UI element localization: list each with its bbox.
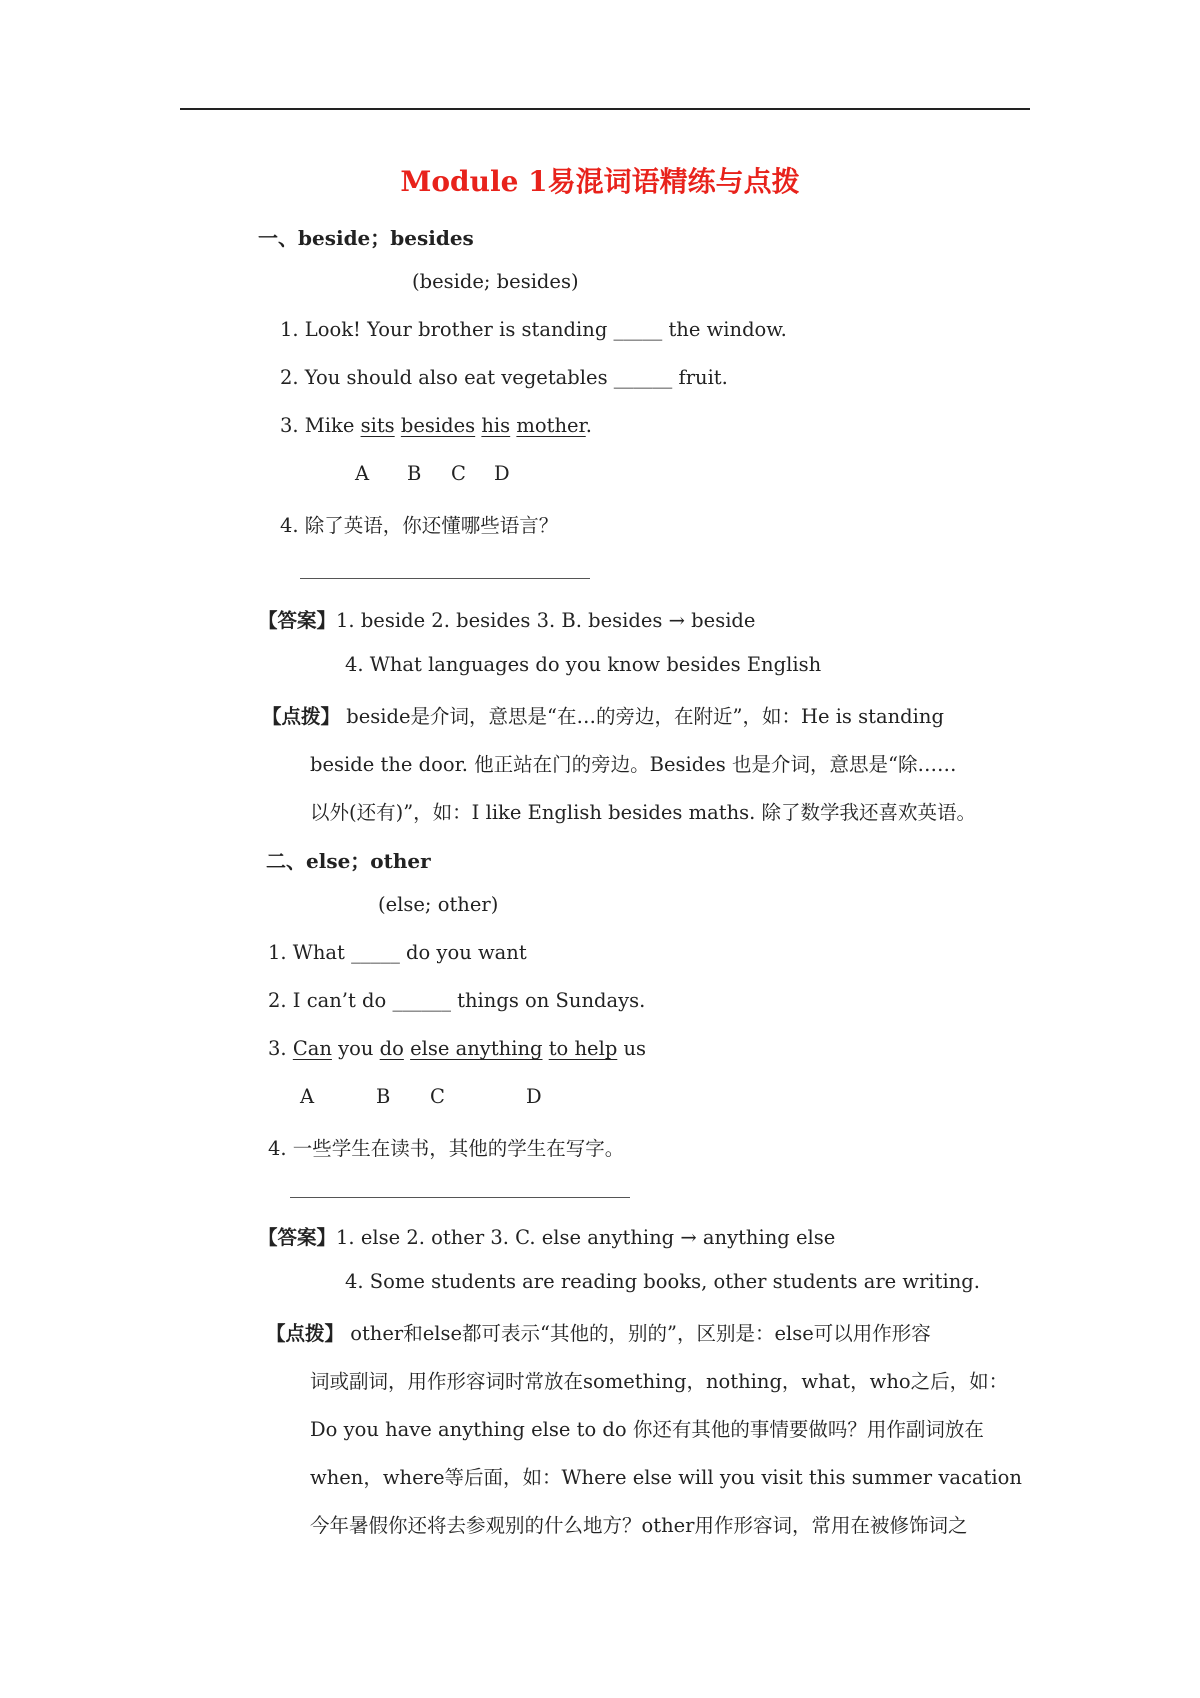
section2-q2: 2. I can’t do ______ things on Sundays. [268, 989, 646, 1012]
section2-q3-number: 3. [268, 1037, 287, 1060]
tip-line1: beside是介词，意思是“在…的旁边，在附近”，如：He is standing [346, 705, 944, 728]
section2-q3-option-d: to help [548, 1037, 618, 1060]
answer-line1: 1. else 2. other 3. C. else anything → anything else [336, 1226, 836, 1249]
section1-q3-number: 3. Mike [280, 414, 355, 437]
header-rule [180, 108, 1030, 110]
section2-q3-letters [300, 1085, 542, 1108]
letter-c: C [451, 462, 466, 485]
section1-q3-letters [355, 462, 510, 485]
section2-q3-you: you [338, 1037, 374, 1060]
section2-q3-end: us [623, 1037, 647, 1060]
section2-hint: (else; other) [378, 893, 499, 916]
section1-answer [258, 605, 755, 633]
section2-answer-line2: 4. Some students are reading books, other students are writing. [345, 1270, 980, 1293]
answer-label: 【答案】 [258, 1226, 337, 1249]
tip-label: 【点拨】 [262, 705, 341, 728]
letter-a: A [355, 462, 370, 485]
section1-q2: 2. You should also eat vegetables ______ fruit. [280, 366, 728, 389]
section2-q4: 4. 一些学生在读书，其他的学生在写字。 [268, 1137, 625, 1160]
section1-q3-period: . [585, 414, 592, 437]
tip-label: 【点拨】 [266, 1322, 345, 1345]
section1-tip-line3: 以外(还有)”，如：I like English besides maths. 除了数学我还喜欢英语。 [310, 801, 977, 824]
section1-tip [262, 701, 944, 729]
section2-q3-option-a: Can [292, 1037, 332, 1060]
section1-heading: 一、beside；besides [258, 226, 474, 250]
section2-tip-line3: Do you have anything else to do 你还有其他的事情要做吗？用作副词放在 [310, 1418, 984, 1441]
letter-b: B [376, 1085, 391, 1108]
section1-q3-option-b: besides [400, 414, 476, 437]
section2-answer-line [290, 1197, 630, 1198]
answer-line1: 1. beside 2. besides 3. B. besides → beside [336, 609, 756, 632]
letter-d: D [494, 462, 510, 485]
section2-q1: 1. What _____ do you want [268, 941, 527, 964]
section1-q4: 4. 除了英语，你还懂哪些语言？ [280, 514, 559, 537]
letter-b: B [407, 462, 422, 485]
section2-tip-line4: when，where等后面，如：Where else will you visit this summer vacation [310, 1466, 1022, 1489]
section1-q1: 1. Look! Your brother is standing _____ the window. [280, 318, 787, 341]
section2-q3-option-c: else anything [410, 1037, 543, 1060]
section2-tip-line2: 词或副词，用作形容词时常放在something，nothing，what，who之后，如： [310, 1370, 1009, 1393]
section1-tip-line2: beside the door. 他正站在门的旁边。Besides 也是介词，意思是“除…… [310, 753, 957, 776]
section1-answer-line2: 4. What languages do you know besides English [345, 653, 822, 676]
section1-q3 [280, 414, 592, 437]
section1-q3-option-d: mother [516, 414, 586, 437]
section2-heading: 二、else；other [266, 849, 431, 873]
section1-hint: (beside; besides) [412, 270, 579, 293]
section1-q3-option-c: his [481, 414, 511, 437]
section1-answer-line [300, 578, 590, 579]
section2-tip-line5: 今年暑假你还将去参观别的什么地方？other用作形容词，常用在被修饰词之 [310, 1514, 968, 1537]
section2-q3-option-b: do [379, 1037, 404, 1060]
letter-d: D [526, 1085, 542, 1108]
letter-a: A [300, 1085, 315, 1108]
page-title: Module 1易混词语精练与点拨 [400, 165, 800, 198]
section2-tip [266, 1318, 931, 1346]
section2-q3 [268, 1037, 646, 1060]
tip-line1: other和else都可表示“其他的，别的”，区别是：else可以用作形容 [350, 1322, 931, 1345]
letter-c: C [430, 1085, 445, 1108]
section2-answer [258, 1222, 835, 1250]
section1-q3-option-a: sits [360, 414, 395, 437]
answer-label: 【答案】 [258, 609, 337, 632]
